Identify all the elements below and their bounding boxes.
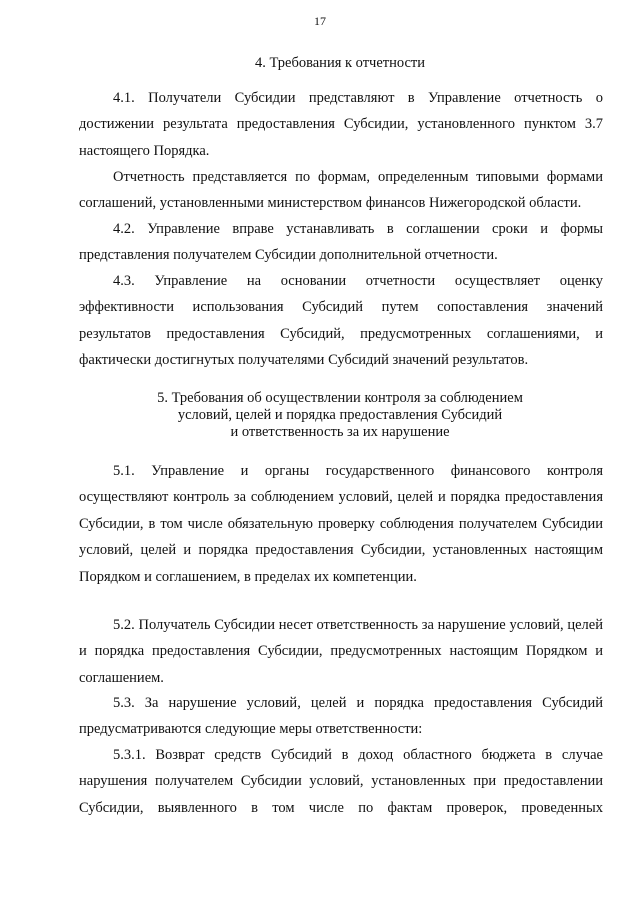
paragraph-5-1: 5.1. Управление и органы государственного финансового контроля осуществляют контроль за соблюдением условий, целей и порядка предоставления Субсидии, в том числе обязательную проверку соблюдения получателем Субсидии условий, целей и порядка предоставления Субсидии, установленных настоящим Порядком и соглашением, в пределах их компетенции. [79, 463, 603, 585]
section-5-heading-line-3: и ответственность за их нарушение [230, 424, 450, 440]
paragraph-4-3: 4.3. Управление на основании отчетности осуществляет оценку эффективности использования Субсидий путем сопоставления значений результатов предоставления Субсидий, предусмотренных соглашениями, и фактически достигнутых получателями Субсидий значений результатов. [79, 273, 603, 369]
page-number: 17 [314, 14, 326, 28]
paragraph-5-3-1: 5.3.1. Возврат средств Субсидий в доход областного бюджета в случае нарушения получателем Субсидии условий, установленных при предоставлении Субсидии, выявленного в том числе по фактам проверок, проведенных [79, 747, 603, 816]
section-4-heading: 4. Требования к отчетности [254, 55, 426, 71]
paragraph-4-1: 4.1. Получатели Субсидии представляют в Управление отчетность о достижении результата предоставления Субсидии, установленного пунктом 3.7 настоящего Порядка. [79, 90, 603, 159]
paragraph-4-1-reporting-forms: Отчетность представляется по формам, определенным типовыми формами соглашений, установленными министерством финансов Нижегородской области. [79, 169, 603, 212]
paragraph-4-2: 4.2. Управление вправе устанавливать в соглашении сроки и формы представления получателем Субсидии дополнительной отчетности. [79, 221, 603, 264]
section-5-heading-line-2: условий, целей и порядка предоставления Субсидий [177, 407, 503, 423]
section-5-heading-line-1: 5. Требования об осуществлении контроля за соблюдением [157, 390, 523, 406]
paragraph-5-3: 5.3. За нарушение условий, целей и порядка предоставления Субсидий предусматриваются следующие меры ответственности: [79, 695, 603, 738]
section-5-heading [96, 390, 584, 441]
paragraph-5-2: 5.2. Получатель Субсидии несет ответственность за нарушение условий, целей и порядка предоставления Субсидии, предусмотренных настоящим Порядком и соглашением. [79, 617, 603, 686]
